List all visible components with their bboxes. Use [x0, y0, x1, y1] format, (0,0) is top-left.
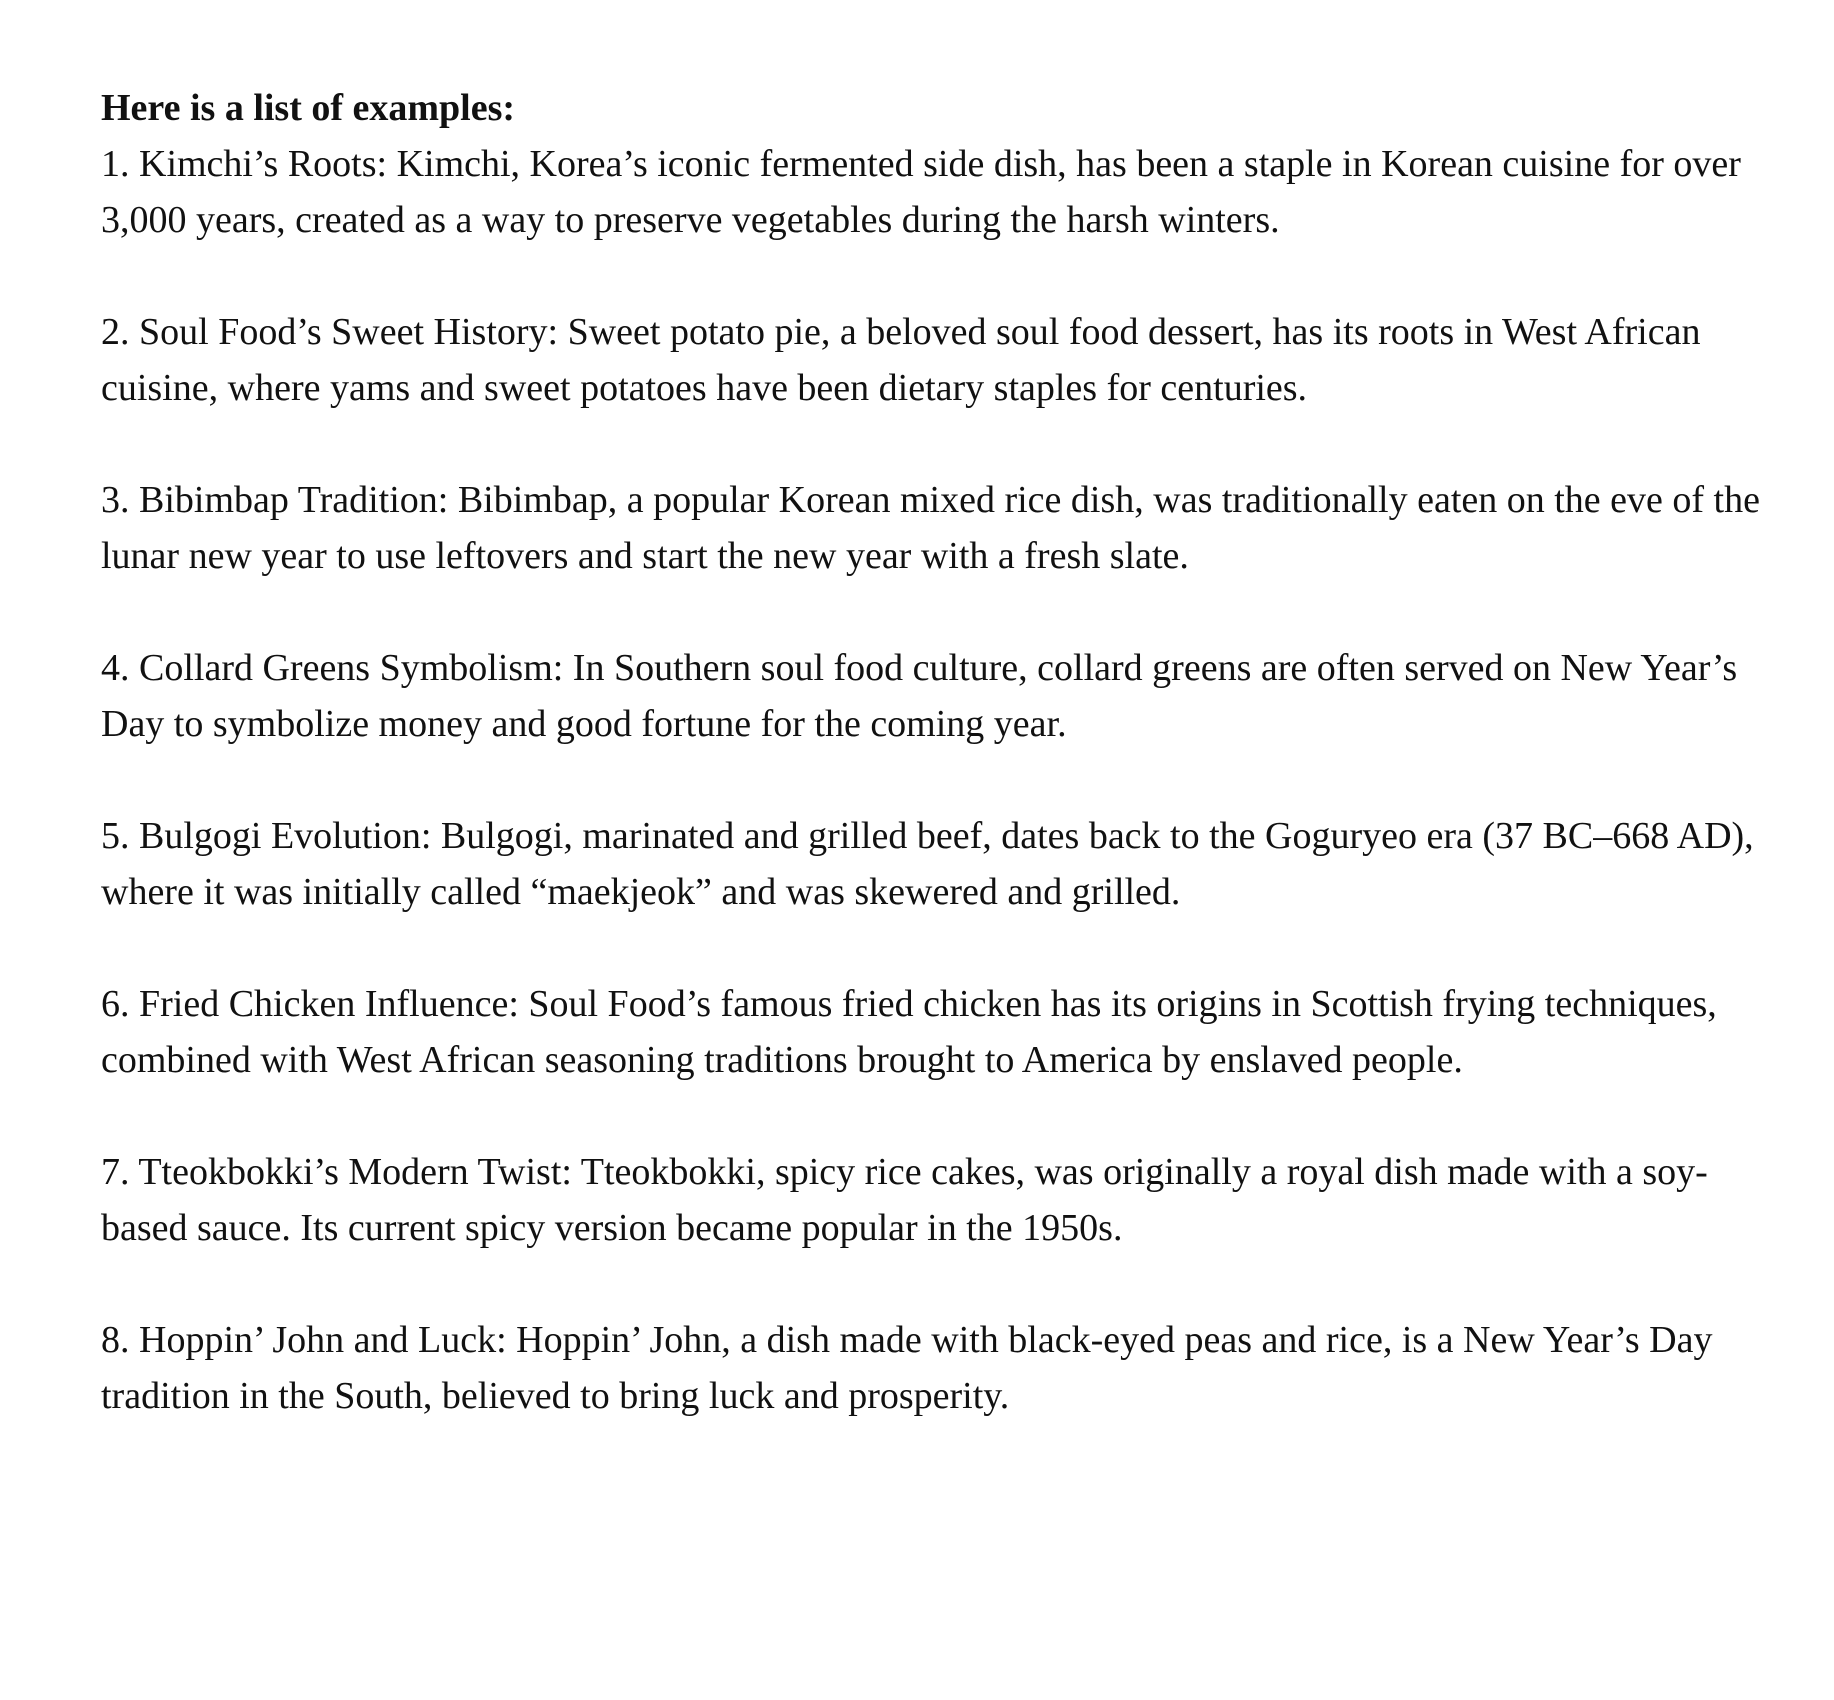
list-item: 8. Hoppin’ John and Luck: Hoppin’ John, a dish made with black-eyed peas and rice, is a New Year’s Day tradition in the South, believed to bring luck and prosperity. — [101, 1319, 1713, 1417]
list-item: 3. Bibimbap Tradition: Bibimbap, a popular Korean mixed rice dish, was traditionally eaten on the eve of the lunar new year to use leftovers and start the new year with a fresh slate. — [101, 479, 1760, 577]
list-item: 6. Fried Chicken Influence: Soul Food’s famous fried chicken has its origins in Scottish frying techniques, combined with West African seasoning traditions brought to America by enslaved people. — [101, 983, 1717, 1081]
list-item: 4. Collard Greens Symbolism: In Southern soul food culture, collard greens are often served on New Year’s Day to symbolize money and good fortune for the coming year. — [101, 647, 1738, 745]
examples-list — [101, 136, 1791, 1424]
list-item: 1. Kimchi’s Roots: Kimchi, Korea’s iconic fermented side dish, has been a staple in Korean cuisine for over 3,000 years, created as a way to preserve vegetables during the harsh winters. — [101, 143, 1741, 241]
list-item: 5. Bulgogi Evolution: Bulgogi, marinated and grilled beef, dates back to the Goguryeo era (37 BC–668 AD), where it was initially called “maekjeok” and was skewered and grilled. — [101, 815, 1754, 913]
list-item: 2. Soul Food’s Sweet History: Sweet potato pie, a beloved soul food dessert, has its roots in West African cuisine, where yams and sweet potatoes have been dietary staples for centuries. — [101, 311, 1701, 409]
document-body — [101, 80, 1791, 1424]
list-heading: Here is a list of examples: — [101, 87, 516, 129]
list-item: 7. Tteokbokki’s Modern Twist: Tteokbokki, spicy rice cakes, was originally a royal dish made with a soy-based sauce. Its current spicy version became popular in the 1950s. — [101, 1151, 1708, 1249]
